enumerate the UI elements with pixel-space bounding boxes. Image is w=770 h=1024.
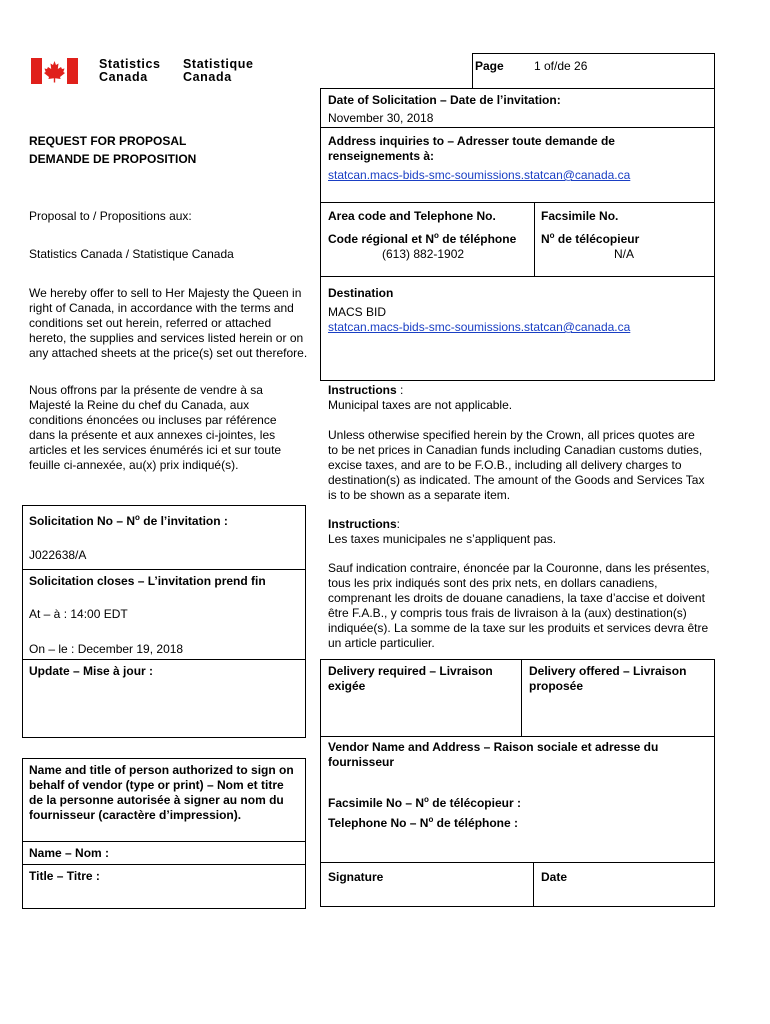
logo-text-fr: Statistique Canada — [183, 57, 254, 84]
solicitation-closes-label: Solicitation closes – L’invitation prend fin — [29, 574, 266, 588]
vendor-name-label: Vendor Name and Address – Raison sociale et adresse du fournisseur — [328, 740, 659, 769]
fax-value: N/A — [614, 247, 635, 261]
inquiries-label: Address inquiries to – Adresser toute demande de renseignements à: — [328, 134, 615, 163]
instructions-en-1: Municipal taxes are not applicable. — [328, 398, 513, 412]
vendor-telephone-label: Telephone No – $N^o$ de téléphone : — [328, 815, 519, 830]
instructions-fr-heading: Instructions: — [328, 517, 401, 531]
signature-label: Signature — [328, 870, 384, 884]
offer-text-en: We hereby offer to sell to Her Majesty the Queen in right of Canada, in accordance with the terms and conditions set out herein, referred or attached hereto, the supplies and services listed herein or on any attached sheets at the price(s) set out therefore. — [29, 286, 308, 360]
closes-at: At – à : 14:00 EDT — [29, 607, 128, 621]
date-of-solicitation-value: November 30, 2018 — [328, 111, 434, 125]
instructions-en-2: Unless otherwise specified herein by the Crown, all prices quotes are to be net prices in Canadian funds including Canadian customs duties, excise taxes, and are to be F.O.B., including all delivery charges to destination(s) as indicated. The amount of the Goods and Services Tax is to be shown as a separate item. — [328, 428, 705, 502]
destination-email-link[interactable]: statcan.macs-bids-smc-soumissions.statcan@canada.ca — [328, 320, 631, 334]
phone-value: (613) 882-1902 — [382, 247, 465, 261]
instructions-fr-2: Sauf indication contraire, énoncée par la Couronne, dans les présentes, tous les prix indiqués sont des prix nets, en dollars canadiens, comprenant les droits de douane canadiens, la taxe d’accise et doivent être F.A.B., y compris tous frais de livraison à la (aux) destination(s) indiquée(s). La somme de la taxe sur les produits et services devra être un article particulier. — [328, 561, 710, 650]
instructions-fr-1: Les taxes municipales ne s’appliquent pas. — [328, 532, 557, 546]
date-of-solicitation-label: Date of Solicitation – Date de l’invitation: — [328, 93, 561, 107]
title-label: Title – Titre : — [29, 869, 100, 883]
offer-text-fr: Nous offrons par la présente de vendre à sa Majesté la Reine du chef du Canada, aux conditions énoncées ou incluses par référence dans la présente et aux annexes ci-jointes, les articles et les services énumérés ici et sur toute feuille ci-annexée, au(x) prix indiqué(s). — [29, 383, 282, 472]
page-box — [472, 53, 715, 89]
destination-name: MACS BID — [328, 305, 387, 319]
page-value: 1 of/de 26 — [534, 59, 588, 73]
logo-text-en: Statistics Canada — [99, 57, 161, 84]
page-label: Page — [475, 59, 504, 73]
phone-label: Area code and Telephone No. Code régional et $N^o$ de téléphone — [328, 209, 517, 246]
delivery-offered-label: Delivery offered – Livraison proposée — [529, 664, 687, 693]
proposal-to-label: Proposal to / Propositions aux: — [29, 209, 192, 223]
delivery-required-label: Delivery required – Livraison exigée — [328, 664, 493, 693]
solicitation-no-value: J022638/A — [29, 548, 87, 562]
signature-date-label: Date — [541, 870, 568, 884]
closes-on: On – le : December 19, 2018 — [29, 642, 184, 656]
rfp-title: REQUEST FOR PROPOSAL DEMANDE DE PROPOSITION — [29, 134, 197, 166]
authorized-person-label: Name and title of person authorized to sign on behalf of vendor (type or print) – Nom et titre de la personne autorisée à signer au nom du fournisseur (caractère d’impression). — [29, 763, 294, 822]
vendor-fax-label: Facsimile No – $N^o$ de télécopieur : — [328, 795, 521, 810]
instructions-en-heading: Instructions : — [328, 383, 404, 397]
update-label: Update – Mise à jour : — [29, 664, 154, 678]
recipient-name: Statistics Canada / Statistique Canada — [29, 247, 234, 261]
solicitation-no-label: Solicitation No – $N^o$ de l’invitation : — [29, 513, 228, 528]
fax-label: Facsimile No. $N^o$ de télécopieur — [541, 209, 640, 246]
canada-flag-icon — [31, 58, 78, 84]
destination-label: Destination — [328, 286, 394, 300]
inquiries-email-link[interactable]: statcan.macs-bids-smc-soumissions.statcan@canada.ca — [328, 168, 631, 182]
name-label: Name – Nom : — [29, 846, 110, 860]
